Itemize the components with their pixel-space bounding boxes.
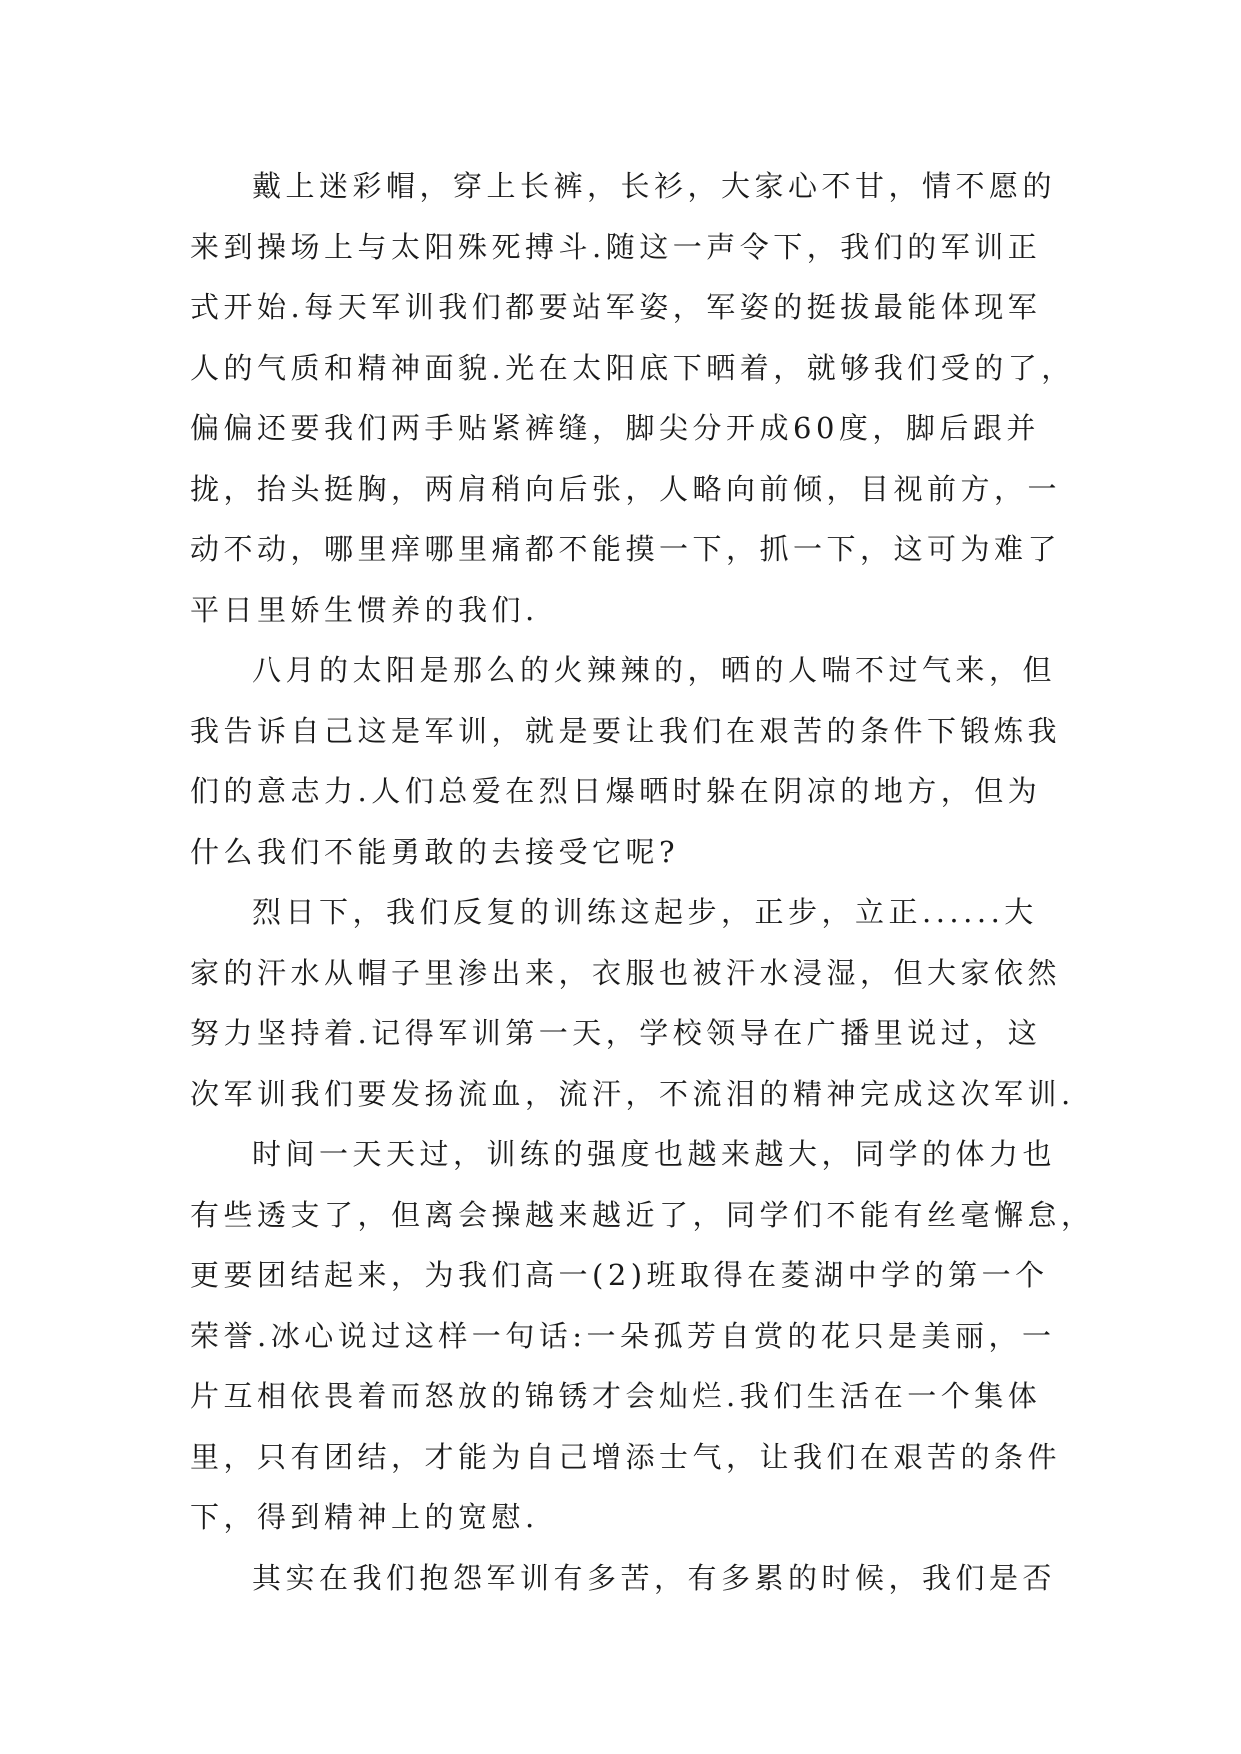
text-line: 片互相依畏着而怒放的锦锈才会灿烂.我们生活在一个集体 — [190, 1379, 1042, 1413]
text-line: 荣誉.冰心说过这样一句话:一朵孤芳自赏的花只是美丽，一 — [190, 1318, 1056, 1353]
paragraph — [190, 1124, 1095, 1548]
text-line: 什么我们不能勇敢的去接受它呢? — [190, 834, 680, 869]
text-line: 们的意志力.人们总爱在烈日爆晒时躲在阴凉的地方，但为 — [190, 774, 1042, 808]
paragraph — [190, 1548, 1070, 1609]
text-line: 动不动，哪里痒哪里痛都不能摸一下，抓一下，这可为难了 — [190, 532, 1062, 566]
text-line: 更要团结起来，为我们高一(2)班取得在菱湖中学的第一个 — [190, 1258, 1049, 1292]
text-line: 次军训我们要发扬流血，流汗，不流泪的精神完成这次军训. — [190, 1076, 1075, 1111]
text-line: 平日里娇生惯养的我们. — [190, 592, 539, 627]
text-line: 式开始.每天军训我们都要站军姿，军姿的挺拔最能体现军 — [190, 290, 1042, 324]
text-line: 其实在我们抱怨军训有多苦，有多累的时候，我们是否 — [252, 1560, 1057, 1595]
text-line: 努力坚持着.记得军训第一天，学校领导在广播里说过，这 — [190, 1016, 1042, 1050]
text-line: 烈日下，我们反复的训练这起步，正步，立正......大 — [252, 895, 1038, 929]
text-line: 家的汗水从帽子里渗出来，衣服也被汗水浸湿，但大家依然 — [190, 955, 1062, 990]
text-line: 有些透支了，但离会操越来越近了，同学们不能有丝毫懈怠， — [190, 1197, 1095, 1232]
text-line: 拢，抬头挺胸，两肩稍向后张，人略向前倾，目视前方，一 — [190, 471, 1062, 506]
text-line: 时间一天天过，训练的强度也越来越大，同学的体力也 — [252, 1137, 1057, 1171]
paragraph — [190, 882, 1075, 1124]
text-line: 八月的太阳是那么的火辣辣的，晒的人喘不过气来，但 — [252, 653, 1057, 687]
text-line: 我告诉自己这是军训，就是要让我们在艰苦的条件下锻炼我 — [190, 713, 1062, 748]
paragraph — [190, 156, 1075, 640]
text-line: 人的气质和精神面貌.光在太阳底下晒着，就够我们受的了， — [190, 350, 1075, 385]
paragraph — [190, 640, 1070, 882]
text-line: 里，只有团结，才能为自己增添士气，让我们在艰苦的条件 — [190, 1439, 1062, 1474]
document-body — [190, 156, 1095, 1608]
text-line: 戴上迷彩帽，穿上长裤，长衫，大家心不甘，情不愿的 — [252, 169, 1057, 203]
text-line: 偏偏还要我们两手贴紧裤缝，脚尖分开成60度，脚后跟并 — [190, 411, 1040, 445]
text-line: 来到操场上与太阳殊死搏斗.随这一声令下，我们的军训正 — [190, 229, 1042, 264]
text-line: 下，得到精神上的宽慰. — [190, 1500, 539, 1534]
